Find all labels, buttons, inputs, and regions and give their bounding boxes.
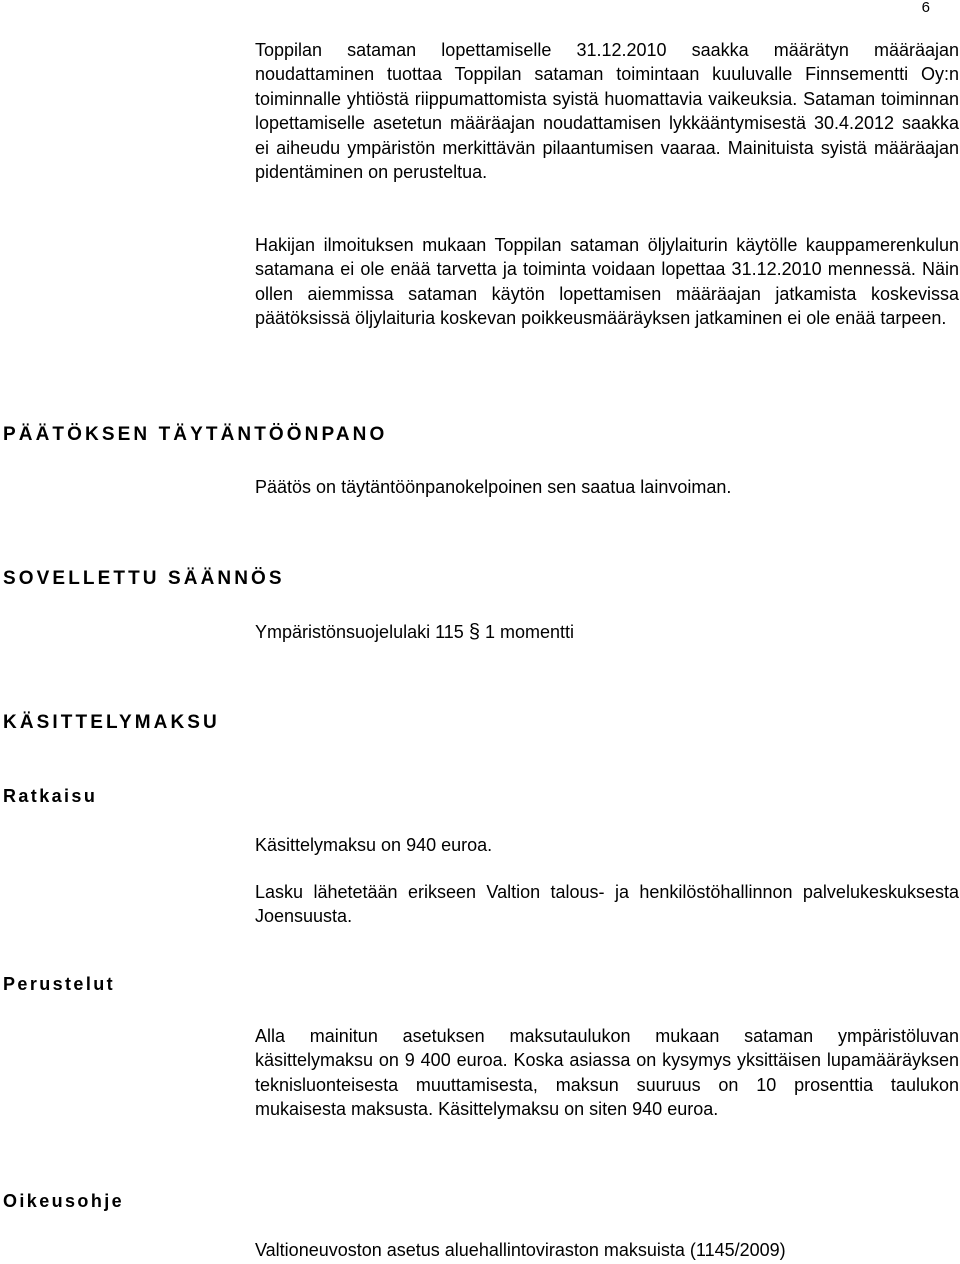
page-number: 6: [921, 0, 930, 16]
fee-amount-text: Käsittelymaksu on 940 euroa.: [255, 835, 493, 855]
enforcement-text: Päätös on täytäntöönpanokelpoinen sen saatua lainvoiman.: [255, 477, 732, 497]
intro-paragraph-2: Hakijan ilmoituksen mukaan Toppilan sataman öljylaiturin käytölle kauppamerenkulun satamana ei ole enää tarvetta ja toiminta voidaan lopettaa 31.12.2010 mennessä. Näin ollen aiemmissa sataman käytön lopettamisen määräajan jatkamista koskevissa päätöksissä öljylaituria koskevan poikkeusmääräyksen jatkaminen ei ole enää tarpeen.: [255, 235, 959, 329]
processing-fee-heading: KÄSITTELYMAKSU: [3, 712, 220, 733]
enforcement-heading: PÄÄTÖKSEN TÄYTÄNTÖÖNPANO: [3, 424, 388, 445]
applied-provision-text: [255, 621, 574, 644]
section-symbol: §: [468, 621, 480, 643]
guidance-heading: Oikeusohje: [3, 1191, 125, 1211]
guidance-text: Valtioneuvoston asetus aluehallintoviraston maksuista (1145/2009): [255, 1240, 786, 1260]
invoice-text: Lasku lähetetään erikseen Valtion talous- ja henkilöstöhallinnon palvelukeskuksesta Joensuusta.: [255, 882, 959, 927]
decision-heading: Ratkaisu: [3, 786, 98, 806]
applied-provision-law: Ympäristönsuojelulaki 115: [255, 622, 464, 642]
reasons-text: Alla mainitun asetuksen maksutaulukon mukaan sataman ympäristöluvan käsittelymaksu on 9 400 euroa. Koska asiassa on kysymys yksittäisen lupamääräyksen teknisluonteisesta muuttamisesta, maksun suuruus on 10 prosenttia taulukon mukaisesta maksusta. Käsittelymaksu on siten 940 euroa.: [255, 1026, 959, 1120]
reasons-heading: Perustelut: [3, 974, 116, 994]
applied-provision-subsection: 1 momentti: [484, 622, 574, 642]
applied-provision-heading: SOVELLETTU SÄÄNNÖS: [3, 568, 285, 589]
intro-paragraph-1: Toppilan sataman lopettamiselle 31.12.2010 saakka määrätyn määräajan noudattaminen tuottaa Toppilan sataman toimintaan kuuluvalle Finnsementti Oy:n toiminnalle yhtiöstä riippumattomista syistä huomattavia vaikeuksia. Sataman toiminnan lopettamiselle asetetun määräajan noudattamisen lykkääntymisestä 30.4.2012 saakka ei aiheudu ympäristön merkittävän pilaantumisen vaaraa. Mainituista syistä määräajan pidentäminen on perusteltua.: [255, 40, 959, 183]
